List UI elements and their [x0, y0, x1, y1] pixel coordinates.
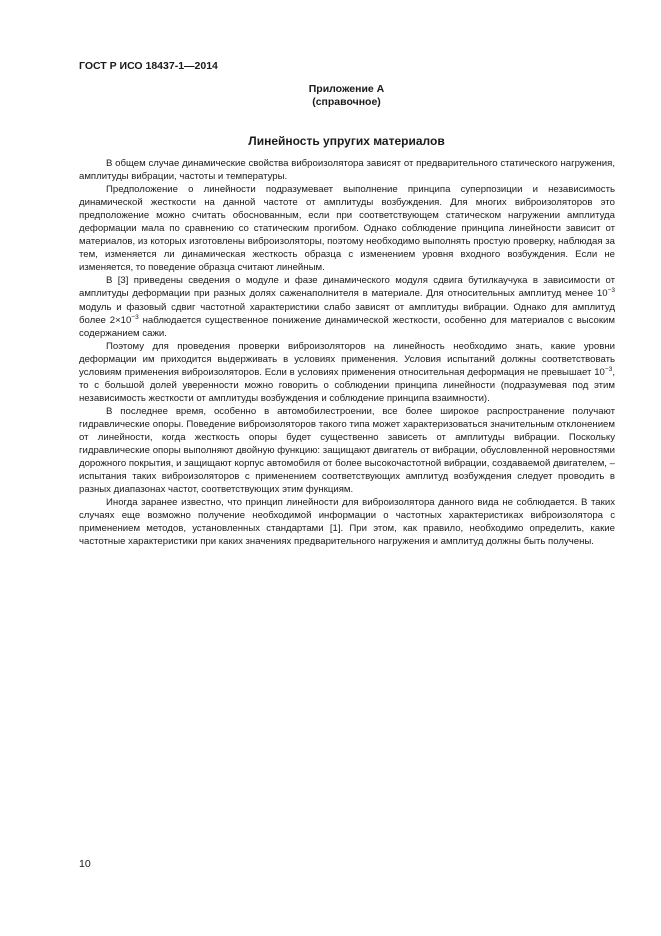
paragraph-4-part-b: , то с большой долей уверенности можно говорить о соблюдении принципа линейности (подразумевая под этим независимость жесткости от амплитуды возбуждения и соблюдение принципа взаимности).: [79, 366, 615, 404]
section-title-text: Линейность упругих материалов: [248, 134, 445, 148]
paragraph-1: В общем случае динамические свойства виброизолятора зависят от предварительного статического нагружения, амплитуды вибрации, частоты и температуры.: [79, 158, 615, 183]
paragraph-4: [79, 340, 615, 405]
annex-type: (справочное): [312, 96, 381, 108]
document-standard-code: ГОСТ Р ИСО 18437-1—2014: [79, 60, 218, 72]
paragraph-3-part-b: модуль и фазовый сдвиг частотной характеристики слабо зависят от амплитуды вибрации. Однако для амплитуд более 2×10: [79, 301, 615, 326]
paragraph-6: Иногда заранее известно, что принцип линейности для виброизолятора данного вида не соблюдается. В таких случаях еще возможно получение необходимой информации о частотных характеристиках виброизолятора с применением методов, установленных стандартами [1]. При этом, как правило, необходимо определить, какие частотные характеристики при каких значениях предварительного нагружения и амплитуд должны быть получены.: [79, 497, 615, 548]
paragraph-4-part-a: Поэтому для проведения проверки виброизоляторов на линейность необходимо знать, какие уровни деформации им приходится выдерживать в условиях применения. Условия испытаний должны соответствовать условиям применения виброизоляторов. Если в условиях применения относительная деформация не превышает 10: [79, 340, 615, 378]
paragraph-3-part-c: наблюдается существенное понижение динамической жесткости, особенно для материалов с высоким содержанием сажи.: [79, 314, 615, 339]
annex-heading: [0, 83, 661, 109]
page-number: 10: [79, 858, 91, 870]
section-title: [0, 134, 661, 148]
paragraph-3-part-a: В [3] приведены сведения о модуле и фазе динамического модуля сдвига бутилкаучука в зависимости от амплитуды деформации при разных долях саженаполнителя в материале. Для относительных амплитуд менее 10: [79, 275, 615, 300]
body-text: [79, 157, 615, 548]
exponent: −3: [131, 313, 139, 321]
exponent: −3: [604, 365, 613, 373]
annex-title: Приложение А: [308, 83, 385, 95]
paragraph-2: Предположение о линейности подразумевает выполнение принципа суперпозиции и независимость динамической жесткости на данной частоте от амплитуды возбуждения. Для многих виброизоляторов это предположение можно считать обоснованным, если при соответствующем статическом нагружении амплитуда деформации мала по сравнению со статическим прогибом. Однако соблюдение принципа линейности зависит от материалов, из которых изготовлены виброизоляторы, поэтому необходимо выполнять простую проверку, наблюдая за тем, изменяется ли динамическая жесткость образца с изменением уровня входного возбуждения. Если не изменяется, то поведение образца считают линейным.: [79, 184, 615, 274]
paragraph-5: В последнее время, особенно в автомобилестроении, все более широкое распространение получают гидравлические опоры. Поведение виброизоляторов такого типа может характеризоваться значительным отклонением от линейности, когда жесткость опоры будет существенно зависеть от амплитуды вибрации. Поскольку гидравлические опоры выполняют двойную функцию: защищают двигатель от вибрации, обусловленной неровностями дорожного покрытия, и защищают корпус автомобиля от более высокочастотной вибрации, создаваемой двигателем, – испытания таких виброизоляторов с применением соответствующих амплитуд возбуждения следует проводить в разных диапазонах частот, соответствующих этим функциям.: [79, 405, 615, 496]
exponent: −3: [607, 287, 615, 295]
paragraph-3: [79, 274, 615, 339]
